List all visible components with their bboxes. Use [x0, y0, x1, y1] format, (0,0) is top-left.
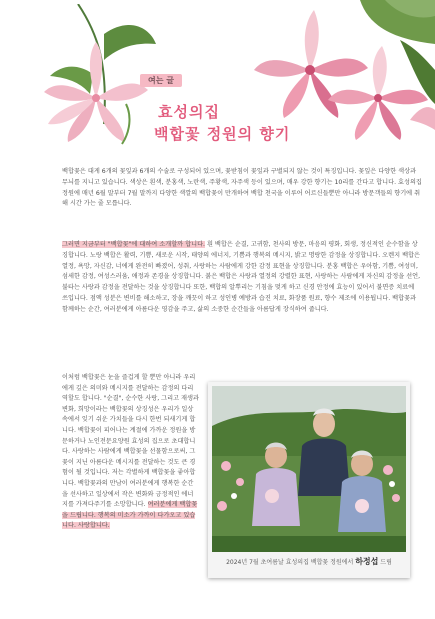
garden-photo: [212, 386, 406, 552]
paragraph-2: [62, 240, 422, 316]
caption-suffix: 드림: [380, 559, 392, 566]
section-tag: 여는 글: [140, 74, 182, 87]
paragraph-1: 백합꽃은 대게 6개의 꽃잎과 6개의 수술로 구성되어 있으며, 꽃받침이 꽃잎과 구별되지 않는 것이 특징입니다. 꽃잎은 다양한 색상과 무늬를 지니고 있습니다. 색상은 흰색, 분홍색, 노란색, 주황색, 자주색 등이 있으며, 매우 강한 향기는 10리를 간다고 합니다. 효성의집 정원에 매년 6월 말부터 7월 말까지 다양한 색깔의 백합꽃이 만개하여 백합 천국을 이루어 어르신들뿐만 아니라 방문객들의 향기에 취해 시간 가는 줄 모릅니다.: [62, 168, 422, 208]
paragraph-2-highlight: 그러면 지금부터 "백합꽃"에 대하여 소개할까 합니다.: [62, 241, 206, 248]
photo-frame: [208, 382, 410, 578]
paragraph-3: [62, 373, 199, 532]
paragraph-2-text: 흰 백합은 순결, 고귀함, 천사의 방문, 마음의 평화, 회생, 정신적인 순수함을 상징합니다. 노랑 백합은 활력, 기쁨, 새로운 시작, 태양의 에너지, 기쁨과 행복의 메시지, 밝고 명랑한 감정을 상징합니다. 오렌지 백합은 열정, 욕망, 자신감, 너에게 완전히 빠졌어, 성취, 사랑하는 사람에게 강한 감정 표현을 상징합니다. 분홍 백합은 우아함, 기쁨, 여성미, 섬세한 감정, 여성스러움, 애정과 존경을 상징합니다. 붉은 백합은 사랑과 열정의 강렬한 표현, 사랑하는 사람에게 자신의 감정을 선언, 불타는 사랑과 감정을 전달하는 것을 상징합니다 또한, 백합의 알뿌리는 기침을 멎게 하고 신경 안정에 효능이 있어서 불면증 치료에 쓰입니다. 점액 성분은 변비를 해소하고, 장을 깨끗이 하고 성인병 예방과 습진 치료, 화장품 원료, 향수 제조에 이용됩니다. 백합꽃과 함께하는 순간, 여러분에게 아름다운 영감을 주고, 삶의 소중한 순간들을 아름답게 장식하여 줍니다.: [62, 241, 421, 313]
title-line-1: 효성의집: [158, 103, 220, 121]
caption-name: 하정섭: [355, 557, 379, 566]
photo-caption: [208, 556, 410, 567]
title-line-2: 백합꽃 정원의 향기: [154, 125, 291, 143]
paragraph-3-highlight: 여러분에게 백합꽃을 드립니다. 행복의 미소가 가까이 다가오고 있습니다. 사랑합니다.: [62, 501, 198, 530]
caption-prefix: 2024년 7월 초여름날 효성의집 백합꽃 정원에서: [226, 559, 354, 566]
paragraph-3-text: 이처럼 백합꽃은 눈을 즐겁게 할 뿐만 아니라 우리에게 깊은 의미와 메시지를 전달하는 감정의 다리 역할도 합니다. "순결", 순수한 사랑, 그리고 재생과 변화, 희망이라는 백합꽃의 상징성은 우리가 일상 속에서 잊기 쉬운 가치들을 다시 한번 되새기게 합니다. 백합꽃이 피어나는 계절에 가까운 정원을 방문하거나 노인전문요양원 효성의 집으로 초대합니다. 사랑하는 사람에게 백합꽃을 선물함으로써, 그 꽃이 지닌 아름다운 메시지를 전달하는 것도 큰 경험이 될 것입니다. 저는 각별하게 백합꽃을 좋아합니다. 백합꽃과의 만남이 여러분에게 행복한 순간을 선사하고 일상에서 작은 변화와 긍정적인 에너지를 가져다주기를 소망합니다.: [62, 374, 199, 509]
